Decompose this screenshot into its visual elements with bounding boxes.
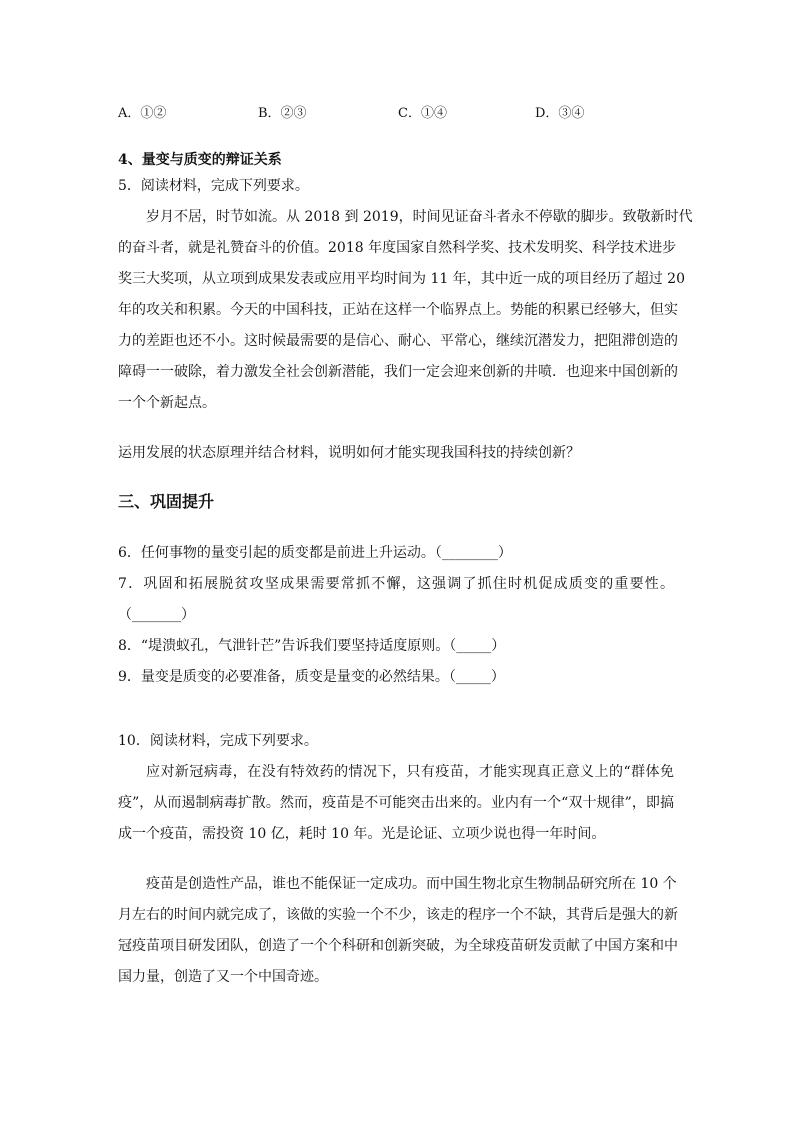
material-line: 障碍一一破除，着力激发全社会创新潜能，我们一定会迎来创新的井喷．也迎来中国创新的 [118,364,678,380]
question-10-intro: 10．阅读材料，完成下列要求。 [118,733,318,749]
option-b: B．②③ [258,106,307,121]
material-line: 力的差距也还不小。这时候最需要的是信心、耐心、平常心，继续沉潜发力，把阻滞创造的 [118,333,678,349]
question-5-intro: 5．阅读材料，完成下列要求。 [118,178,309,194]
question-7-blank: （_______） [118,607,195,623]
material-line: 年的攻关和积累。今天的中国科技，正站在这样一个临界点上。势能的积累已经够大，但实 [118,302,678,318]
question-9: 9．量变是质变的必要准备，质变是量变的必然结果。（_____） [118,669,505,685]
material-line: 一个个新起点。 [118,395,216,411]
material-line: 国力量，创造了又一个中国奇迹。 [118,969,328,985]
option-d: D．③④ [535,106,585,121]
option-a: A．①② [118,106,167,121]
question-5-prompt: 运用发展的状态原理并结合材料，说明如何才能实现我国科技的持续创新？ [118,445,580,461]
material-line: 疫苗是创造性产品，谁也不能保证一定成功。而中国生物北京生物制品研究所在 10 个 [146,876,677,892]
material-line: 疫”，从而遏制病毒扩散。然而，疫苗是不可能突击出来的。业内有一个“双十规律”，即搞 [118,795,674,811]
material-line: 岁月不居，时节如流。从 2018 到 2019，时间见证奋斗者永不停歇的脚步。致敬新时代 [146,209,693,225]
option-c: C．①④ [398,106,447,121]
section-heading-4: 4、量变与质变的辩证关系 [118,152,282,168]
question-6: 6．任何事物的量变引起的质变都是前进上升运动。（________） [118,545,512,561]
question-7-line: 7．巩固和拓展脱贫攻坚成果需要常抓不懈，这强调了抓住时机促成质变的重要性。 [118,576,674,592]
material-line: 奖三大奖项，从立项到成果发表或应用平均时间为 11 年，其中近一成的项目经历了超过 20 [118,271,685,287]
material-line: 成一个疫苗，需投资 10 亿，耗时 10 年。光是论证、立项少说也得一年时间。 [118,826,606,842]
material-line: 应对新冠病毒，在没有特效药的情况下，只有疫苗，才能实现真正意义上的“群体免 [146,764,674,780]
material-line: 冠疫苗项目研发团队，创造了一个个科研和创新突破，为全球疫苗研发贡献了中国方案和中 [118,938,678,954]
question-8: 8．“堤溃蚁孔，气泄针芒”告诉我们要坚持适度原则。（_____） [118,638,506,654]
material-line: 月左右的时间内就完成了，该做的实验一个不少，该走的程序一个不缺，其背后是强大的新 [118,907,678,923]
material-line: 的奋斗者，就是礼赞奋斗的价值。2018 年度国家自然科学奖、技术发明奖、科学技术进步 [118,240,677,256]
section-heading-3: 三、巩固提升 [118,492,215,511]
